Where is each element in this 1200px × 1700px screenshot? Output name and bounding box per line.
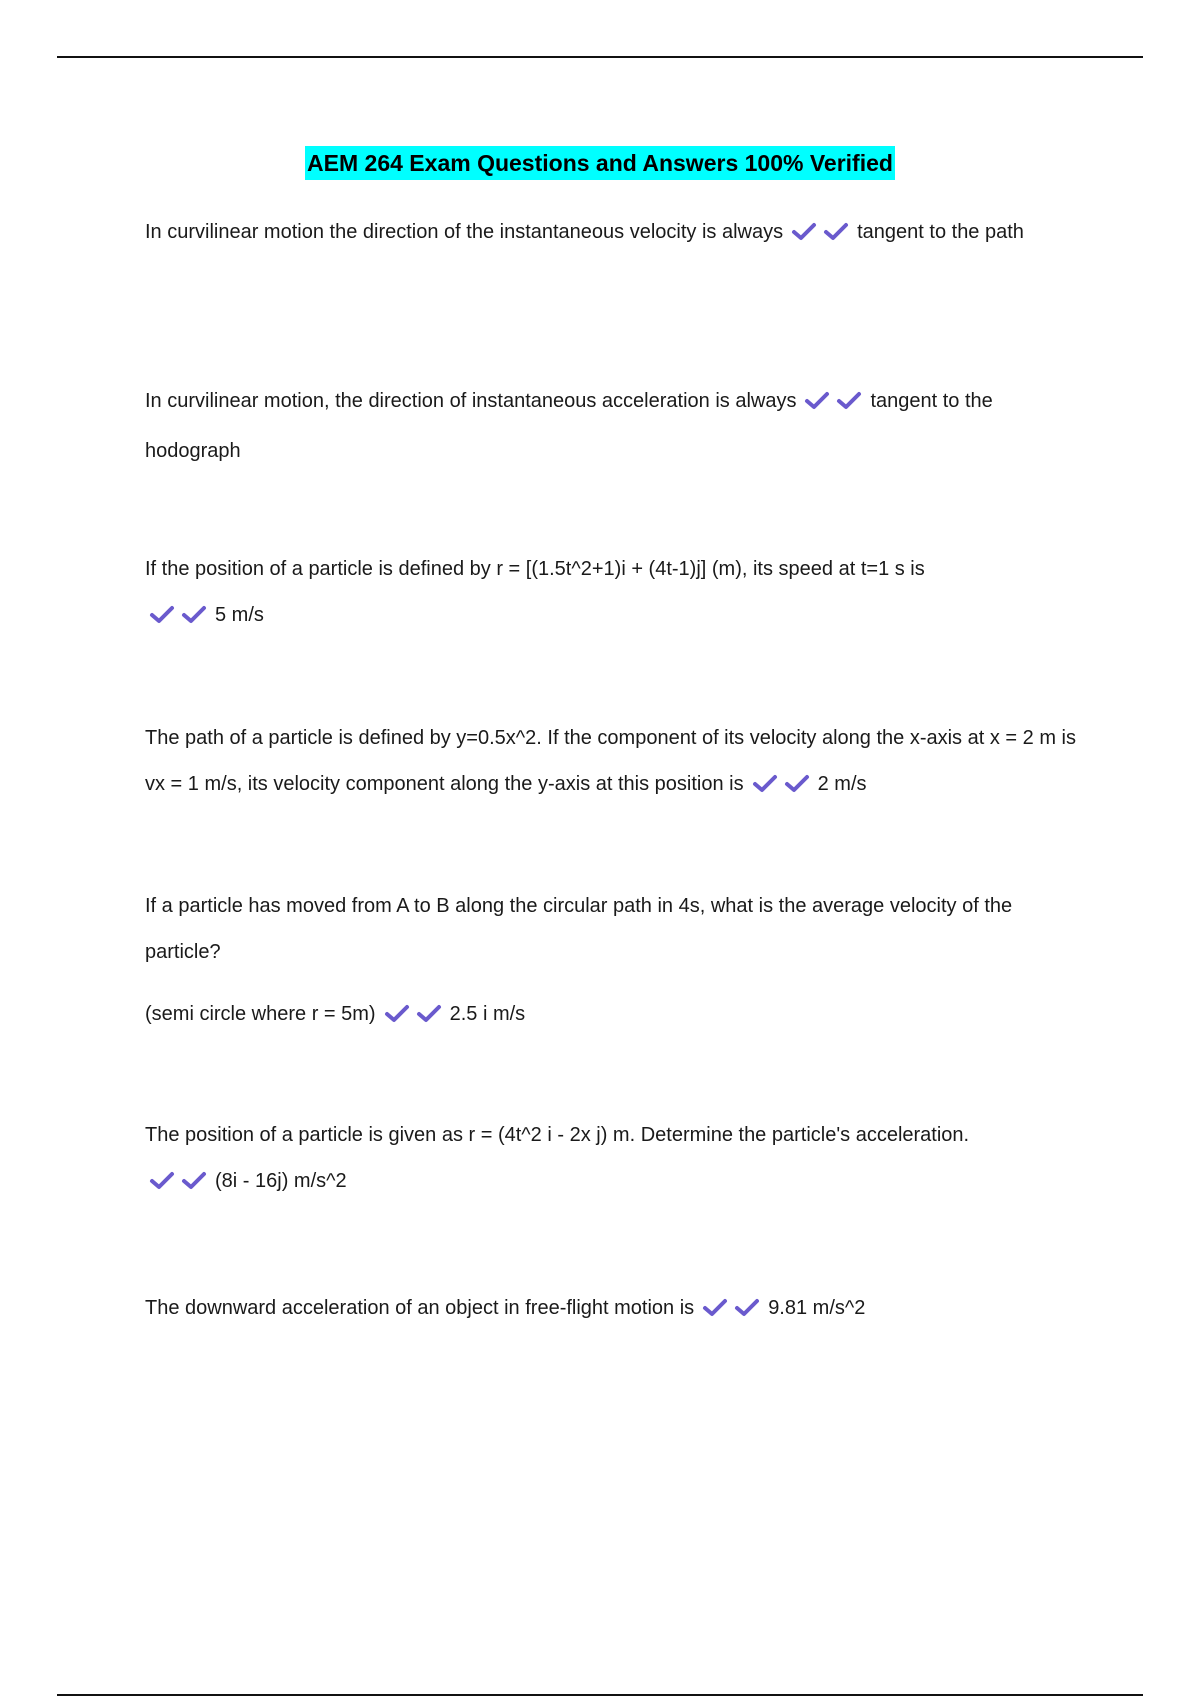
answer-marker: [752, 765, 816, 811]
answer-marker: [804, 382, 868, 428]
question-text: If a particle has moved from A to B along the circular path in 4s, what is the average velocity of the particle?: [145, 895, 1013, 963]
question-text: In curvilinear motion the direction of the instantaneous velocity is always: [145, 221, 784, 243]
answer-marker: [702, 1289, 766, 1335]
qa-item: [145, 209, 1085, 259]
title-block: [0, 146, 1200, 180]
check-icon: [784, 774, 810, 794]
qa-item: [145, 546, 1085, 642]
answer-marker: [384, 995, 448, 1041]
question-text: The path of a particle is defined by y=0.5x^2. If the component of its velocity along the x-axis at x = 2 m is vx = 1 m/s, its velocity component along the y-axis at this position is: [145, 727, 1076, 795]
check-icon: [823, 222, 849, 242]
answer-text: 5 m/s: [215, 604, 264, 626]
answer-text: 2.5 i m/s: [449, 1003, 526, 1025]
question-text: The downward acceleration of an object in free-flight motion is: [145, 1297, 695, 1319]
check-icon: [791, 222, 817, 242]
answer-marker: [149, 1162, 213, 1208]
check-icon: [384, 1004, 410, 1024]
question-note: [145, 991, 1085, 1041]
check-icon: [149, 605, 175, 625]
check-icon: [149, 1171, 175, 1191]
question-text: The position of a particle is given as r = (4t^2 i - 2x j) m. Determine the particle's acceleration.: [145, 1124, 970, 1146]
document-title: AEM 264 Exam Questions and Answers 100% Verified: [305, 146, 895, 180]
check-icon: [734, 1298, 760, 1318]
question-text: If the position of a particle is defined by r = [(1.5t^2+1)i + (4t-1)j] (m), its speed at t=1 s is: [145, 558, 925, 580]
check-icon: [416, 1004, 442, 1024]
answer-text: tangent to the hodograph: [145, 390, 993, 462]
answer-text: (8i - 16j) m/s^2: [215, 1170, 347, 1192]
qa-item: [145, 378, 1085, 474]
answer-text: tangent to the path: [857, 221, 1024, 243]
check-icon: [804, 391, 830, 411]
answer-text: 9.81 m/s^2: [768, 1297, 866, 1319]
check-icon: [836, 391, 862, 411]
check-icon: [752, 774, 778, 794]
check-icon: [181, 1171, 207, 1191]
answer-marker: [791, 213, 855, 259]
qa-item: [145, 883, 1085, 1041]
check-icon: [702, 1298, 728, 1318]
answer-marker: [149, 596, 213, 642]
qa-item: [145, 715, 1085, 811]
qa-item: [145, 1112, 1085, 1208]
answer-text: 2 m/s: [817, 773, 867, 795]
check-icon: [181, 605, 207, 625]
bottom-rule: [57, 1694, 1143, 1696]
qa-item: [145, 1285, 1085, 1335]
note-text: (semi circle where r = 5m): [145, 1003, 376, 1025]
top-rule: [57, 56, 1143, 58]
question-text: In curvilinear motion, the direction of instantaneous acceleration is always: [145, 390, 797, 412]
